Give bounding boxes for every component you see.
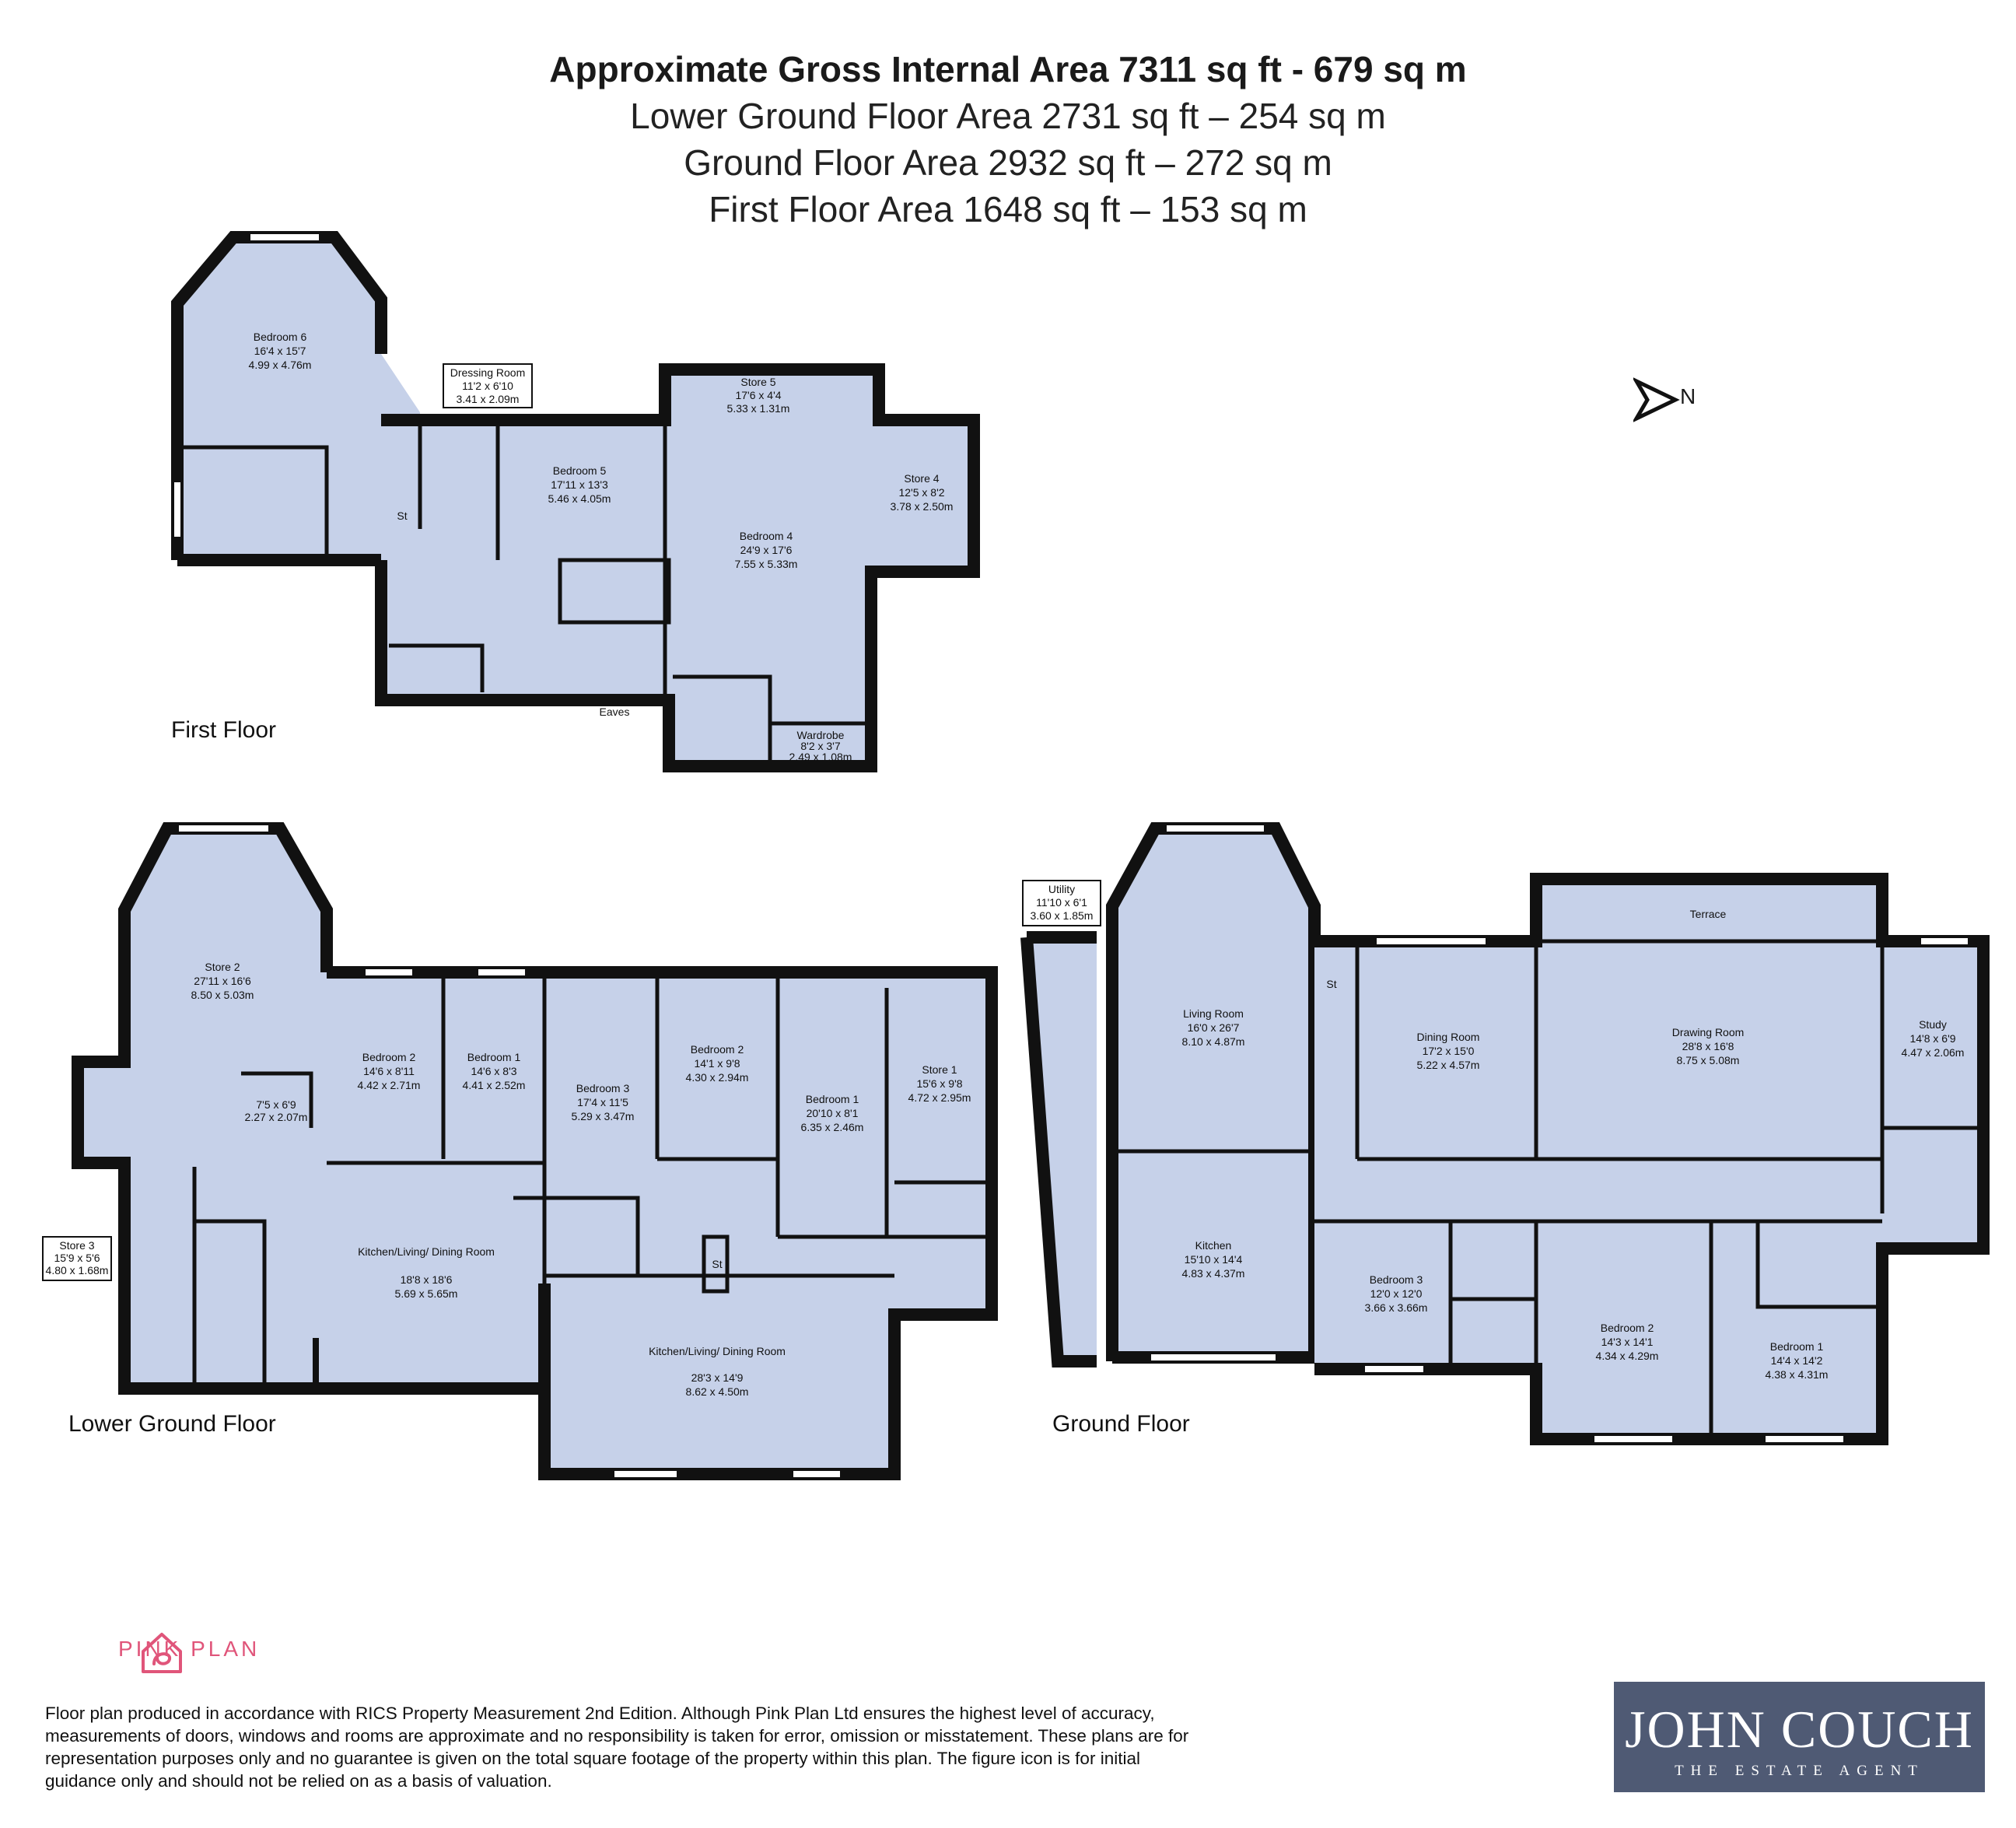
- room-name: Bedroom 3: [576, 1082, 630, 1094]
- room-size-metric: 4.47 x 2.06m: [1901, 1046, 1965, 1059]
- room-size-imperial: 17'11 x 13'3: [551, 478, 608, 491]
- room-size-imperial: 17'6 x 4'4: [735, 389, 782, 401]
- room-size-metric: 5.33 x 1.31m: [726, 402, 790, 415]
- room-size-imperial: 15'10 x 14'4: [1184, 1253, 1243, 1266]
- room-size-metric: 3.66 x 3.66m: [1364, 1301, 1428, 1314]
- room-size-metric: 2.49 x 1.08m: [789, 751, 852, 763]
- first-floor-plan: [171, 237, 974, 766]
- room-size-imperial: 17'4 x 11'5: [577, 1096, 628, 1108]
- room-size-imperial: 7'5 x 6'9: [256, 1098, 296, 1111]
- compass-label: N: [1680, 384, 1696, 408]
- room-name: Store 1: [922, 1063, 957, 1076]
- room-size-metric: 8.75 x 5.08m: [1676, 1054, 1740, 1066]
- room-size-metric: 3.41 x 2.09m: [456, 393, 520, 405]
- room-size-imperial: 27'11 x 16'6: [194, 975, 251, 987]
- room-size-imperial: 15'9 x 5'6: [54, 1252, 100, 1264]
- room-size-metric: 4.83 x 4.37m: [1181, 1267, 1245, 1280]
- ground-floor-label: Ground Floor: [1052, 1411, 1190, 1437]
- room-size-metric: 6.35 x 2.46m: [800, 1121, 864, 1133]
- room-name: Utility: [1048, 883, 1076, 895]
- lower-ground-area: Lower Ground Floor Area 2731 sq ft – 254 sq m: [630, 96, 1386, 136]
- room-size-metric: 8.10 x 4.87m: [1181, 1035, 1245, 1048]
- room-name: Wardrobe: [796, 729, 845, 741]
- room-name: Bedroom 4: [739, 530, 793, 542]
- room-size-imperial: 14'8 x 6'9: [1909, 1032, 1956, 1045]
- room-name: Bedroom 6: [253, 331, 307, 343]
- pink-plan-brand: PINK PLAN: [118, 1637, 261, 1661]
- room-name: Kitchen/Living/ Dining Room: [358, 1245, 495, 1258]
- room-name: Drawing Room: [1671, 1026, 1745, 1038]
- room-name: Dressing Room: [450, 366, 526, 379]
- room-name: Bedroom 2: [1600, 1322, 1654, 1334]
- room-size-imperial: 8'2 x 3'7: [800, 740, 841, 752]
- room-size-metric: 5.69 x 5.65m: [394, 1287, 458, 1300]
- room-size-imperial: 14'6 x 8'11: [363, 1065, 415, 1077]
- agent-name: JOHN COUCH: [1625, 1700, 1974, 1759]
- lower-ground-floor-plan: [43, 828, 992, 1474]
- room-name: Store 4: [904, 472, 940, 485]
- first-floor-label: First Floor: [171, 717, 276, 743]
- room-name: Dining Room: [1416, 1031, 1480, 1043]
- room-size-imperial: 11'10 x 6'1: [1036, 896, 1087, 909]
- room-size-imperial: 15'6 x 9'8: [916, 1077, 963, 1090]
- room-size-metric: 4.30 x 2.94m: [685, 1071, 749, 1084]
- ground-floor-plan: [1023, 828, 1983, 1439]
- room-size-metric: 8.50 x 5.03m: [191, 989, 254, 1001]
- eaves-label: Eaves: [599, 706, 630, 718]
- room-name: Kitchen: [1195, 1239, 1232, 1252]
- room-name: Living Room: [1183, 1007, 1244, 1020]
- room-size-imperial: 14'1 x 9'8: [694, 1057, 740, 1070]
- room-size-metric: 8.62 x 4.50m: [685, 1385, 749, 1398]
- room-size-metric: 4.99 x 4.76m: [248, 359, 312, 371]
- room-size-imperial: 20'10 x 8'1: [806, 1107, 859, 1119]
- room-size-imperial: 17'2 x 15'0: [1422, 1045, 1475, 1057]
- room-name: Store 2: [205, 961, 240, 973]
- room-size-metric: 2.27 x 2.07m: [244, 1111, 308, 1123]
- room-name: Study: [1919, 1018, 1947, 1031]
- room-name: Bedroom 2: [362, 1051, 416, 1063]
- lower-ground-floor-label: Lower Ground Floor: [68, 1411, 276, 1437]
- room-size-metric: 4.41 x 2.52m: [462, 1079, 526, 1091]
- room-size-imperial: 14'6 x 8'3: [471, 1065, 517, 1077]
- room-size-metric: 3.78 x 2.50m: [890, 500, 954, 513]
- room-size-imperial: 16'4 x 15'7: [254, 345, 306, 357]
- room-name: Store 5: [740, 376, 776, 388]
- room-name: Bedroom 1: [805, 1093, 859, 1105]
- room-size-metric: 4.42 x 2.71m: [357, 1079, 421, 1091]
- first-floor-area: First Floor Area 1648 sq ft – 153 sq m: [709, 189, 1307, 229]
- room-size-metric: 4.72 x 2.95m: [908, 1091, 971, 1104]
- room-size-imperial: 14'3 x 14'1: [1601, 1336, 1654, 1348]
- room-size-metric: 4.34 x 4.29m: [1595, 1350, 1659, 1362]
- room-size-imperial: 12'0 x 12'0: [1370, 1287, 1423, 1300]
- room-size-metric: 5.29 x 3.47m: [571, 1110, 635, 1122]
- terrace-label: Terrace: [1689, 908, 1727, 920]
- room-size-imperial: 18'8 x 18'6: [400, 1273, 453, 1286]
- area-title: Approximate Gross Internal Area 7311 sq ft - 679 sq m: [549, 49, 1467, 89]
- room-size-metric: 4.38 x 4.31m: [1765, 1368, 1829, 1381]
- room-size-imperial: 11'2 x 6'10: [462, 380, 513, 392]
- agent-tagline: THE ESTATE AGENT: [1675, 1763, 1924, 1779]
- room-size-imperial: 28'3 x 14'9: [691, 1371, 744, 1384]
- store-label: St: [397, 510, 408, 522]
- room-size-imperial: 14'4 x 14'2: [1770, 1354, 1823, 1367]
- store-label: St: [712, 1258, 723, 1270]
- room-size-metric: 5.46 x 4.05m: [548, 492, 611, 505]
- room-name: Bedroom 1: [467, 1051, 521, 1063]
- disclaimer-text: Floor plan produced in accordance with RICS Property Measurement 2nd Edition. Although Pink Plan Ltd ensures the highest level of accuracy, measurements of doors, windows and rooms are approximate and no responsibility is taken for error, omission or misstatement. These plans are for representation purposes only and no guarantee is given on the total square footage of the property within this plan. The figure icon is for initial guidance only and should not be relied on as a basis of valuation.: [45, 1704, 1189, 1791]
- room-name: Bedroom 3: [1369, 1273, 1423, 1286]
- room-size-metric: 4.80 x 1.68m: [45, 1264, 109, 1276]
- room-size-imperial: 16'0 x 26'7: [1187, 1021, 1240, 1034]
- room-size-metric: 5.22 x 4.57m: [1416, 1059, 1480, 1071]
- room-name: Bedroom 1: [1769, 1340, 1824, 1353]
- agent-logo: [1614, 1682, 1985, 1792]
- room-size-metric: 3.60 x 1.85m: [1030, 909, 1094, 922]
- ground-area: Ground Floor Area 2932 sq ft – 272 sq m: [684, 142, 1332, 183]
- room-size-metric: 7.55 x 5.33m: [734, 558, 798, 570]
- room-size-imperial: 12'5 x 8'2: [898, 486, 945, 499]
- room-name: Bedroom 5: [552, 464, 607, 477]
- room-name: Store 3: [59, 1239, 95, 1252]
- room-name: Bedroom 2: [690, 1043, 744, 1056]
- room-size-imperial: 28'8 x 16'8: [1682, 1040, 1734, 1052]
- store-label: St: [1326, 978, 1337, 990]
- room-name: Kitchen/Living/ Dining Room: [649, 1345, 786, 1357]
- room-size-imperial: 24'9 x 17'6: [740, 544, 793, 556]
